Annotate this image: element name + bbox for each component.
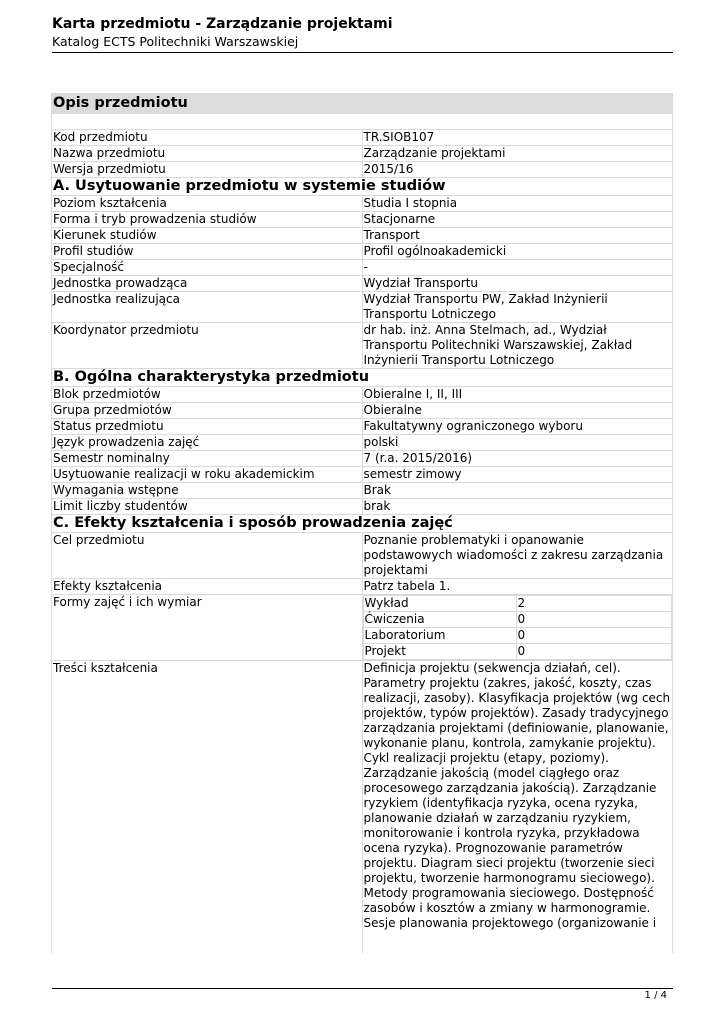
formy-hours: 0 [516, 628, 672, 644]
row-value: Poznanie problematyki i opanowanie podstawowych wiadomości z zakresu zarządzania projektami [362, 533, 673, 579]
row-label: Jednostka realizująca [52, 292, 363, 323]
row-label: Profil studiów [52, 244, 363, 260]
table-row [52, 451, 673, 467]
formy-row [363, 612, 672, 628]
row-value: Patrz tabela 1. [362, 579, 673, 595]
table-row [52, 387, 673, 403]
table-row [52, 499, 673, 515]
formy-row [363, 644, 672, 660]
page-number: 1 / 4 [644, 990, 667, 1001]
row-value: Wydział Transportu [362, 276, 673, 292]
row-value: Studia I stopnia [362, 196, 673, 212]
row-label: Usytuowanie realizacji w roku akademickim [52, 467, 363, 483]
row-value: TR.SIOB107 [362, 130, 673, 146]
section-b-heading: B. Ogólna charakterystyka przedmiotu [52, 369, 673, 387]
row-label: Cel przedmiotu [52, 533, 363, 579]
table-row [52, 533, 673, 579]
table-row [52, 483, 673, 499]
row-label: Poziom kształcenia [52, 196, 363, 212]
table-row [52, 579, 673, 595]
course-card [51, 93, 673, 953]
row-label: Treści kształcenia [52, 661, 363, 954]
opis-heading-row [52, 94, 673, 114]
formy-table [363, 595, 673, 660]
table-row [52, 467, 673, 483]
row-label: Wersja przedmiotu [52, 162, 363, 178]
table-row [52, 292, 673, 323]
section-c-heading-row [52, 515, 673, 533]
table-row [52, 276, 673, 292]
row-label: Wymagania wstępne [52, 483, 363, 499]
row-value: Wydział Transportu PW, Zakład Inżynierii Transportu Lotniczego [362, 292, 673, 323]
row-value: brak [362, 499, 673, 515]
row-label: Jednostka prowadząca [52, 276, 363, 292]
row-label: Blok przedmiotów [52, 387, 363, 403]
opis-heading: Opis przedmiotu [52, 94, 673, 114]
formy-name: Wykład [363, 596, 516, 612]
row-value: polski [362, 435, 673, 451]
row-value: 7 (r.a. 2015/2016) [362, 451, 673, 467]
table-row [52, 260, 673, 276]
row-label: Kierunek studiów [52, 228, 363, 244]
table-row [52, 212, 673, 228]
row-value: - [362, 260, 673, 276]
row-label: Formy zajęć i ich wymiar [52, 595, 363, 661]
row-label: Koordynator przedmiotu [52, 323, 363, 369]
formy-name: Projekt [363, 644, 516, 660]
section-a-heading-row [52, 178, 673, 196]
row-label: Kod przedmiotu [52, 130, 363, 146]
table-row [52, 244, 673, 260]
row-value: Transport [362, 228, 673, 244]
course-table [51, 93, 673, 953]
table-row [52, 661, 673, 954]
row-value [362, 661, 673, 954]
row-value: Zarządzanie projektami [362, 146, 673, 162]
row-value: Fakultatywny ograniczonego wyboru [362, 419, 673, 435]
row-label: Grupa przedmiotów [52, 403, 363, 419]
tresci-text: Definicja projektu (sekwencja działań, cel). Parametry projektu (zakres, jakość, koszty, czas realizacji, zasoby). Klasyfikacja projektów (wg cech projektów, typów projektów). Zasady tradycyjnego zarządzania projektami (definiowanie, planowanie, wykonanie planu, kontrola, zamykanie projektu). Cykl realizacji projektu (etapy, poziomy). Zarządzanie jakością (model ciągłego oraz procesowego zarządzania jakością). Zarządzanie ryzykiem (identyfikacja ryzyka, ocena ryzyka, planowanie działań w zarządzaniu ryzykiem, monitorowanie i kontrola ryzyka, przykładowa ocena ryzyka). Prognozowanie parametrów projektu. Diagram sieci projektu (tworzenie sieci projektu, tworzenie harmonogramu sieciowego). Metody programowania sieciowego. Dostępność zasobów i kosztów a zmiany w harmonogramie. Sesje planowania projektowego (organizowanie i [363, 661, 671, 930]
formy-name: Laboratorium [363, 628, 516, 644]
row-value: dr hab. inż. Anna Stelmach, ad., Wydział Transportu Politechniki Warszawskiej, Zakład Inżynierii Transportu Lotniczego [362, 323, 673, 369]
row-label: Nazwa przedmiotu [52, 146, 363, 162]
formy-hours: 2 [516, 596, 672, 612]
footer-divider [52, 988, 673, 989]
formy-hours: 0 [516, 644, 672, 660]
table-row [52, 196, 673, 212]
row-value: 2015/16 [362, 162, 673, 178]
row-value: Obieralne I, II, III [362, 387, 673, 403]
row-label: Forma i tryb prowadzenia studiów [52, 212, 363, 228]
table-row [52, 130, 673, 146]
row-label: Język prowadzenia zajęć [52, 435, 363, 451]
header-divider [52, 52, 673, 53]
document-subtitle: Katalog ECTS Politechniki Warszawskiej [52, 34, 299, 49]
table-row [52, 323, 673, 369]
section-a-heading: A. Usytuowanie przedmiotu w systemie studiów [52, 178, 673, 196]
formy-row [363, 596, 672, 612]
blank-row [52, 114, 673, 130]
section-b-heading-row [52, 369, 673, 387]
table-row [52, 162, 673, 178]
table-row [52, 146, 673, 162]
row-value: Stacjonarne [362, 212, 673, 228]
table-row [52, 595, 673, 661]
table-row [52, 435, 673, 451]
row-label: Semestr nominalny [52, 451, 363, 467]
table-row [52, 419, 673, 435]
document-title: Karta przedmiotu - Zarządzanie projektami [52, 16, 393, 32]
row-value: Profil ogólnoakademicki [362, 244, 673, 260]
row-value: semestr zimowy [362, 467, 673, 483]
table-row [52, 403, 673, 419]
row-label: Limit liczby studentów [52, 499, 363, 515]
formy-row [363, 628, 672, 644]
formy-name: Ćwiczenia [363, 612, 516, 628]
row-label: Efekty kształcenia [52, 579, 363, 595]
row-value: Brak [362, 483, 673, 499]
formy-hours: 0 [516, 612, 672, 628]
formy-cell [362, 595, 673, 661]
row-label: Specjalność [52, 260, 363, 276]
row-label: Status przedmiotu [52, 419, 363, 435]
row-value: Obieralne [362, 403, 673, 419]
document-header [52, 16, 672, 50]
table-row [52, 228, 673, 244]
section-c-heading: C. Efekty kształcenia i sposób prowadzenia zajęć [52, 515, 673, 533]
